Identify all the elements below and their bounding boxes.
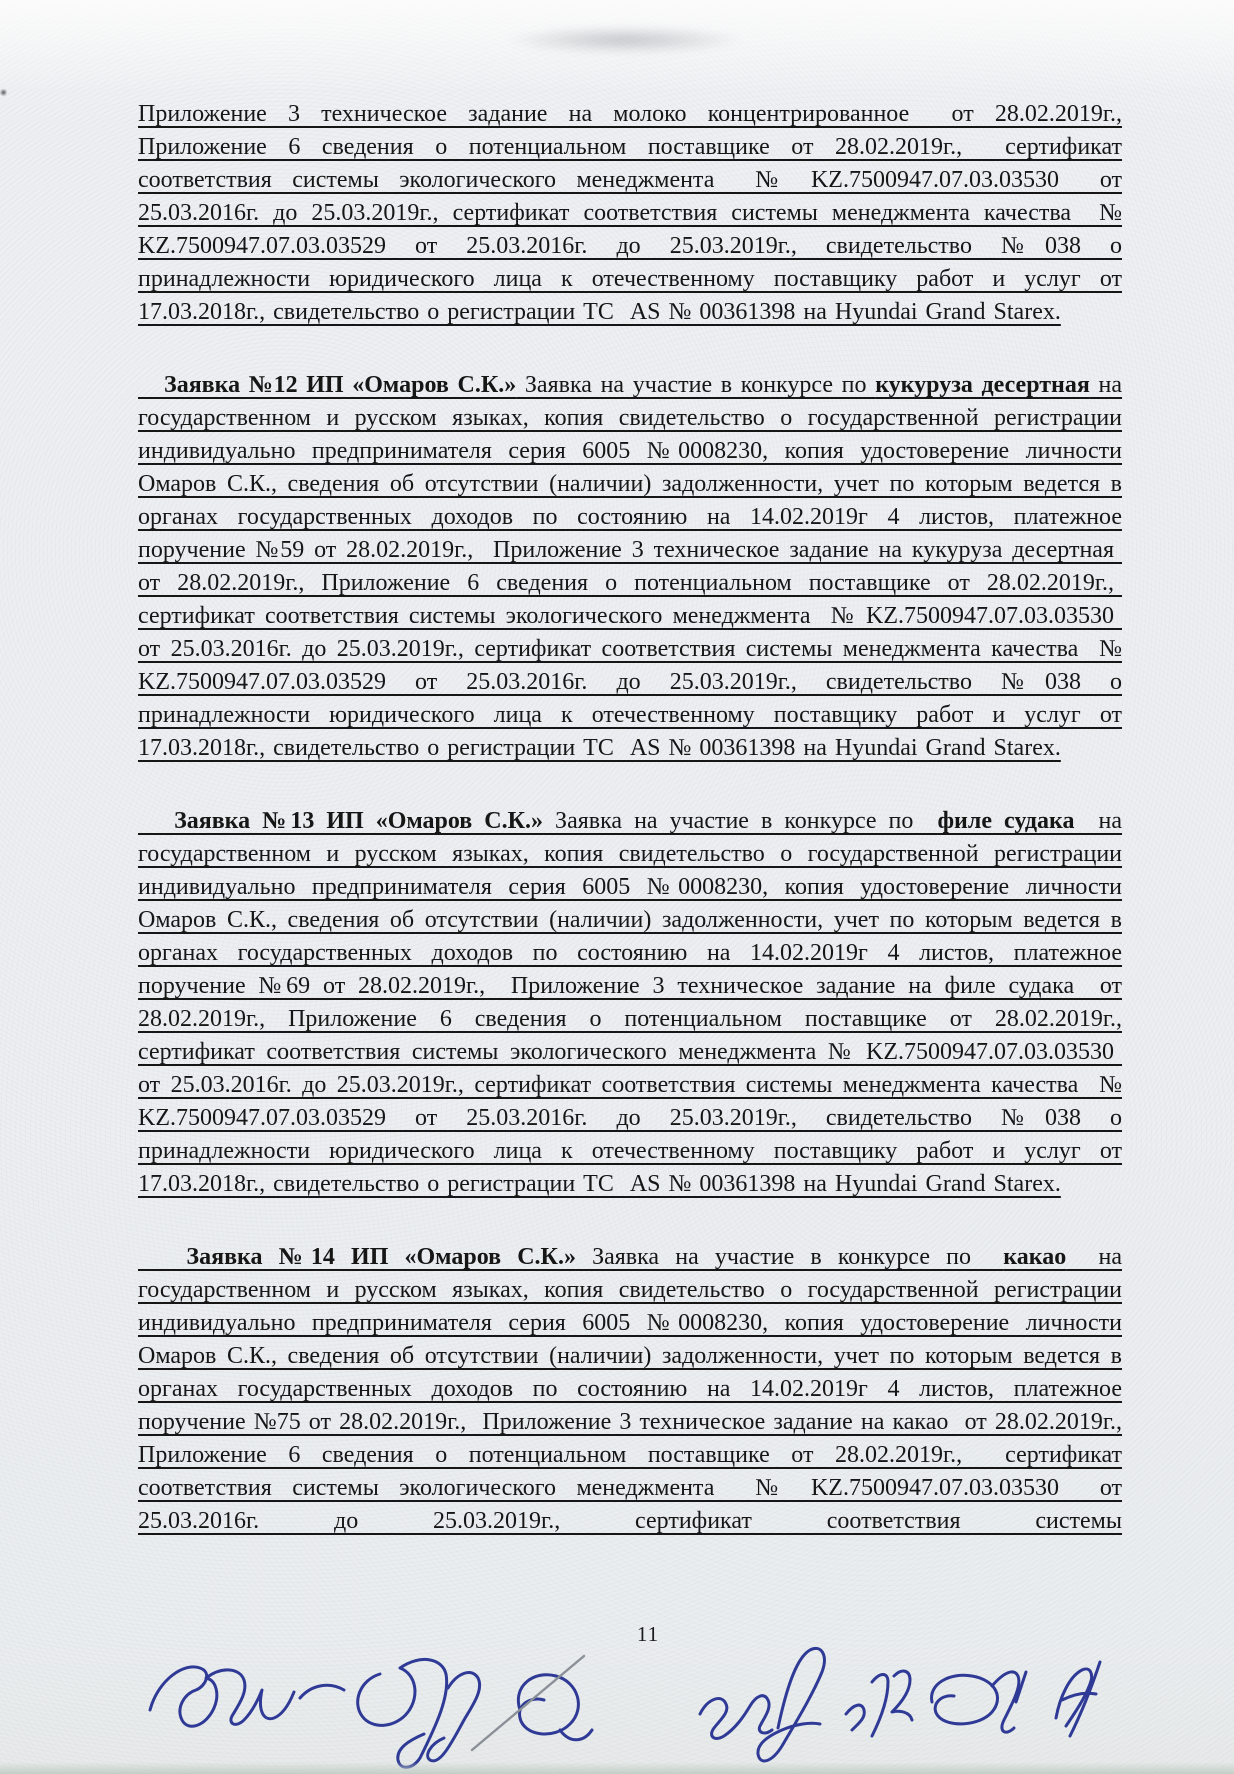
signature-initials-icon [846,1671,1026,1736]
text-segment: Заявка на участие в конкурсе по [516,372,876,398]
signature-left-icon [150,1659,480,1767]
signature-right-icon [1056,1662,1100,1736]
bold-text-segment: Заявка №14 ИП «Омаров С.К.» [138,1244,576,1270]
application-14-paragraph [138,1241,1122,1538]
scan-smudge [505,26,745,54]
bold-text-segment: филе судака [937,808,1075,834]
application-13-paragraph [138,805,1122,1201]
text-segment: Заявка на участие в конкурсе по [543,808,938,834]
signatures-block [0,1610,1234,1774]
application-12-paragraph [138,369,1122,765]
text-segment: Заявка на участие в конкурсе по [575,1244,1004,1270]
bold-text-segment: кукуруза десертная [875,372,1090,398]
document-text [138,98,1122,1578]
page-number: 11 [636,1622,660,1646]
text-segment: Приложение 3 техническое задание на молоко концентрированное от 28.02.2019г., Приложение 6 сведения о потенциальном поставщике от 28.02.2019г., сертификат соответствия системы экологического менеджмента № KZ.7500947.07.03.03530 от 25.03.2016г. до 25.03.2019г., сертификат соответствия системы менеджмента качества № KZ.7500947.07.03.03529 от 25.03.2016г. до 25.03.2019г., свидетельство №038 о принадлежности юридического лица к отечественному поставщику работ и услуг от 17.03.2018г., свидетельство о регистрации ТС AS № 00361398 на Hyundai Grand Starex. [138,101,1122,325]
text-segment: на государственном и русском языках, копия свидетельство о государственной регистрации индивидуально предпринимателя серия 6005 №0008230, копия удостоверение личности Омаров С.К., сведения об отсутствии (наличии) задолженности, учет по которым ведется в органах государственных доходов по состоянию на 14.02.2019г 4 листов, платежное поручение №59 от 28.02.2019г., Приложение 3 техническое задание на кукуруза десертная от 28.02.2019г., Приложение 6 сведения о потенциальном поставщике от 28.02.2019г., сертификат соответствия системы экологического менеджмента № KZ.7500947.07.03.03530 от 25.03.2016г. до 25.03.2019г., сертификат соответствия системы менеджмента качества № KZ.7500947.07.03.03529 от 25.03.2016г. до 25.03.2019г., свидетельство №038 о принадлежности юридического лица к отечественному поставщику работ и услуг от 17.03.2018г., свидетельство о регистрации ТС AS № 00361398 на Hyundai Grand Starex. [138,372,1123,761]
scan-speck [0,88,7,97]
signature-flourish-icon [472,1656,592,1750]
bold-text-segment: Заявка №13 ИП «Омаров С.К.» [138,808,544,834]
scan-bottom-edge [0,1762,1234,1774]
continuation-paragraph [138,98,1122,329]
text-segment: на государственном и русском языках, копия свидетельство о государственной регистрации индивидуально предпринимателя серия 6005 №0008230, копия удостоверение личности Омаров С.К., сведения об отсутствии (наличии) задолженности, учет по которым ведется в органах государственных доходов по состоянию на 14.02.2019г 4 листов, платежное поручение №75 от 28.02.2019г., Приложение 3 техническое задание на какао от 28.02.2019г., Приложение 6 сведения о потенциальном поставщике от 28.02.2019г., сертификат соответствия системы экологического менеджмента № KZ.7500947.07.03.03530 от 25.03.2016г. до 25.03.2019г., сертификат соответствия системы [138,1244,1123,1534]
bold-text-segment: какао [1003,1244,1067,1270]
signature-middle-icon [700,1648,824,1761]
text-segment: на государственном и русском языках, копия свидетельство о государственной регистрации индивидуально предпринимателя серия 6005 №0008230, копия удостоверение личности Омаров С.К., сведения об отсутствии (наличии) задолженности, учет по которым ведется в органах государственных доходов по состоянию на 14.02.2019г 4 листов, платежное поручение №69 от 28.02.2019г., Приложение 3 техническое задание на филе судака от 28.02.2019г., Приложение 6 сведения о потенциальном поставщике от 28.02.2019г., сертификат соответствия системы экологического менеджмента № KZ.7500947.07.03.03530 от 25.03.2016г. до 25.03.2019г., сертификат соответствия системы менеджмента качества № KZ.7500947.07.03.03529 от 25.03.2016г. до 25.03.2019г., свидетельство №038 о принадлежности юридического лица к отечественному поставщику работ и услуг от 17.03.2018г., свидетельство о регистрации ТС AS № 00361398 на Hyundai Grand Starex. [138,808,1123,1197]
bold-text-segment: Заявка №12 ИП «Омаров С.К.» [138,372,517,398]
